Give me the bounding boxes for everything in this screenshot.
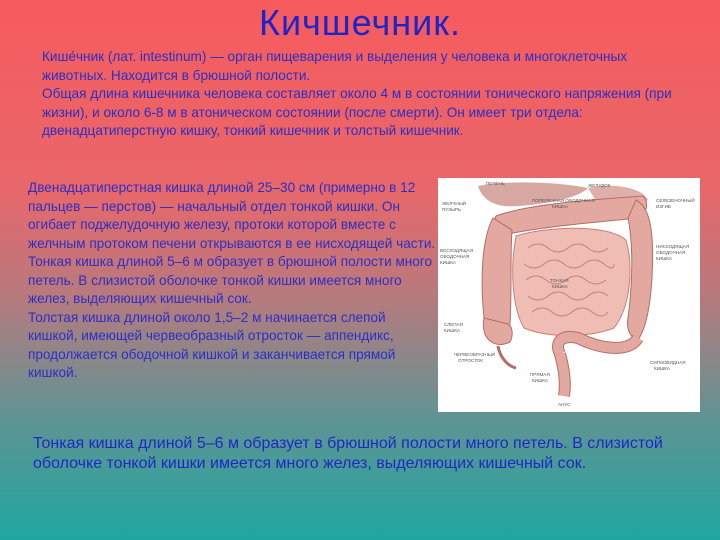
label-cecum-2: КИШКА — [444, 328, 460, 333]
label-gallbladder-2: ПУЗЫРЬ — [442, 207, 462, 212]
label-transverse-1: ПОПЕРЕЧНАЯ ОБОДОЧНАЯ — [532, 198, 595, 203]
appendix-shape — [498, 346, 516, 368]
label-sigmoid-2: КИШКА — [654, 366, 670, 371]
descending-colon-shape — [627, 200, 652, 340]
label-ascending-2: ОБОДОЧНАЯ — [440, 254, 470, 259]
intestine-diagram — [438, 178, 700, 412]
label-rectum-2: КИШКА — [532, 378, 548, 383]
label-sigmoid-1: СИГМОВИДНАЯ — [650, 360, 686, 365]
label-gallbladder-1: ЖЕЛЧНЫЙ — [442, 201, 467, 206]
label-liver: ПЕЧЕНЬ — [486, 181, 505, 186]
label-splenic-2: ИЗГИБ — [656, 204, 671, 209]
small-intestine-shape — [513, 228, 630, 335]
ascending-colon-shape — [482, 218, 512, 332]
intro-text — [42, 48, 692, 141]
rectum-fill — [560, 354, 565, 396]
intro-paragraph-2: Общая длина кишечника человека составляет около 4 м в состоянии тонического напряжения (при жизни), и около 6-8 м в атоническом состоянии (после смерти). Он имеет три отдела: двенадцатиперстную кишку, тонкий кишечник и толстый кишечник. — [42, 86, 672, 138]
intestine-illustration — [438, 178, 700, 412]
large-intestine-paragraph: Толстая кишка длиной около 1,5–2 м начинается слепой кишкой, имеющей червеобразный отросток — аппендикс, продолжается ободочной кишкой и заканчивается прямой кишкой. — [28, 309, 396, 380]
small-intestine-paragraph: Тонкая кишка длиной 5–6 м образует в брюшной полости много петель. В слизистой оболочке тонкой кишки имеется много желез, выделяющих кишечный сок. — [28, 254, 433, 306]
label-descending-1: НИСХОДЯЩАЯ — [656, 244, 690, 249]
duodenum-paragraph: Двенадцатиперстная кишка длиной 25–30 см (примерно в 12 пальцев — перстов) — начальный отдел тонкой кишки. Он огибает поджелудочную железу, протоки которой вместе с желчным протоком печени открываются в ее нисходящей части. — [28, 180, 436, 251]
label-stomach: ЖЕЛУДОК — [588, 183, 611, 188]
label-appendix-1: ЧЕРВЕОБРАЗНЫЙ — [454, 352, 496, 357]
intro-paragraph-1: Кише́чник (лат. intestinum) — орган пищеварения и выделения у человека и многоклеточных животных. Находится в брюшной полости. — [42, 49, 628, 83]
page-title: Кичшечник. — [258, 2, 462, 43]
label-anus: АНУС — [558, 402, 571, 407]
label-ascending-1: ВОСХОДЯЩАЯ — [440, 248, 474, 253]
label-transverse-2: КИШКА — [552, 204, 568, 209]
label-small-intestine-1: ТОНКАЯ — [550, 278, 569, 283]
label-small-intestine-2: КИШКА — [552, 284, 568, 289]
label-rectum-1: ПРЯМАЯ — [530, 372, 550, 377]
label-descending-3: КИШКА — [656, 256, 672, 261]
left-column-text — [28, 179, 438, 383]
label-cecum-1: СЛЕПАЯ — [444, 322, 463, 327]
label-splenic-1: СЕЛЕЗЕНОЧНЫЙ — [656, 198, 695, 203]
label-ascending-3: КИШКА — [440, 260, 456, 265]
label-appendix-2: ОТРОСТОК — [458, 358, 483, 363]
bottom-summary-text: Тонкая кишка длиной 5–6 м образует в брюшной полости много петель. В слизистой оболочке тонкой кишки имеется много желез, выделяющих кишечный сок. — [33, 435, 663, 472]
label-descending-2: ОБОДОЧНАЯ — [656, 250, 686, 255]
